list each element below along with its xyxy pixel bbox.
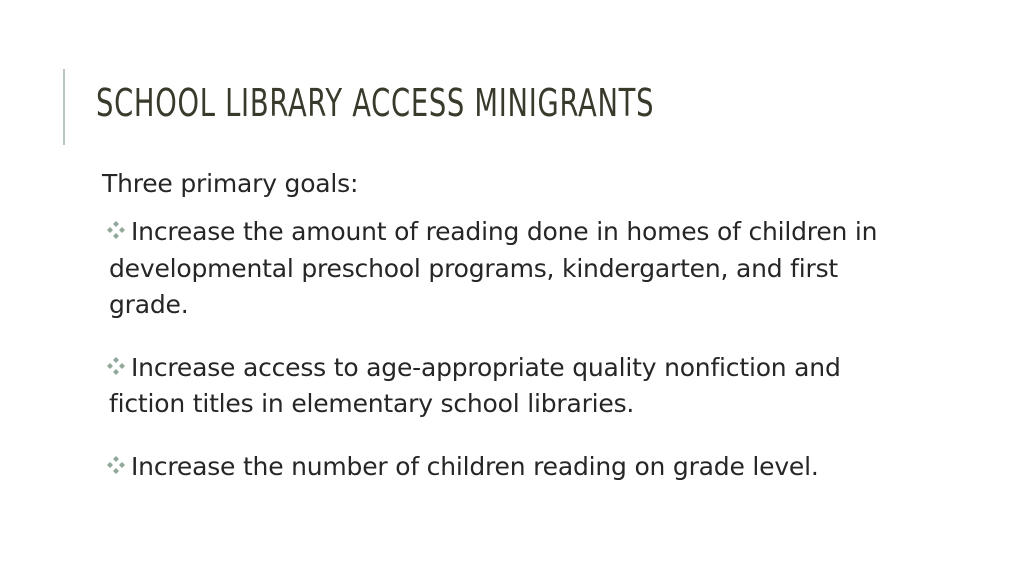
list-item [102,350,902,423]
list-item [102,214,902,324]
four-diamond-bullet-icon [104,354,128,378]
intro-text: Three primary goals: [102,169,359,198]
slide-content [102,166,902,511]
four-diamond-bullet-icon [104,453,128,477]
goal-list [102,214,902,485]
title-accent-bar [63,69,65,145]
four-diamond-bullet-icon [104,218,128,242]
slide-title: SCHOOL LIBRARY ACCESS MINIGRANTS [96,81,655,125]
list-item [102,449,902,486]
goal-text: Increase access to age-appropriate quality nonfiction and fiction titles in elementary school libraries. [109,352,841,418]
goal-text: Increase the number of children reading on grade level. [131,451,819,481]
goal-text: Increase the amount of reading done in homes of children in developmental preschool programs, kindergarten, and first grade. [109,217,878,319]
